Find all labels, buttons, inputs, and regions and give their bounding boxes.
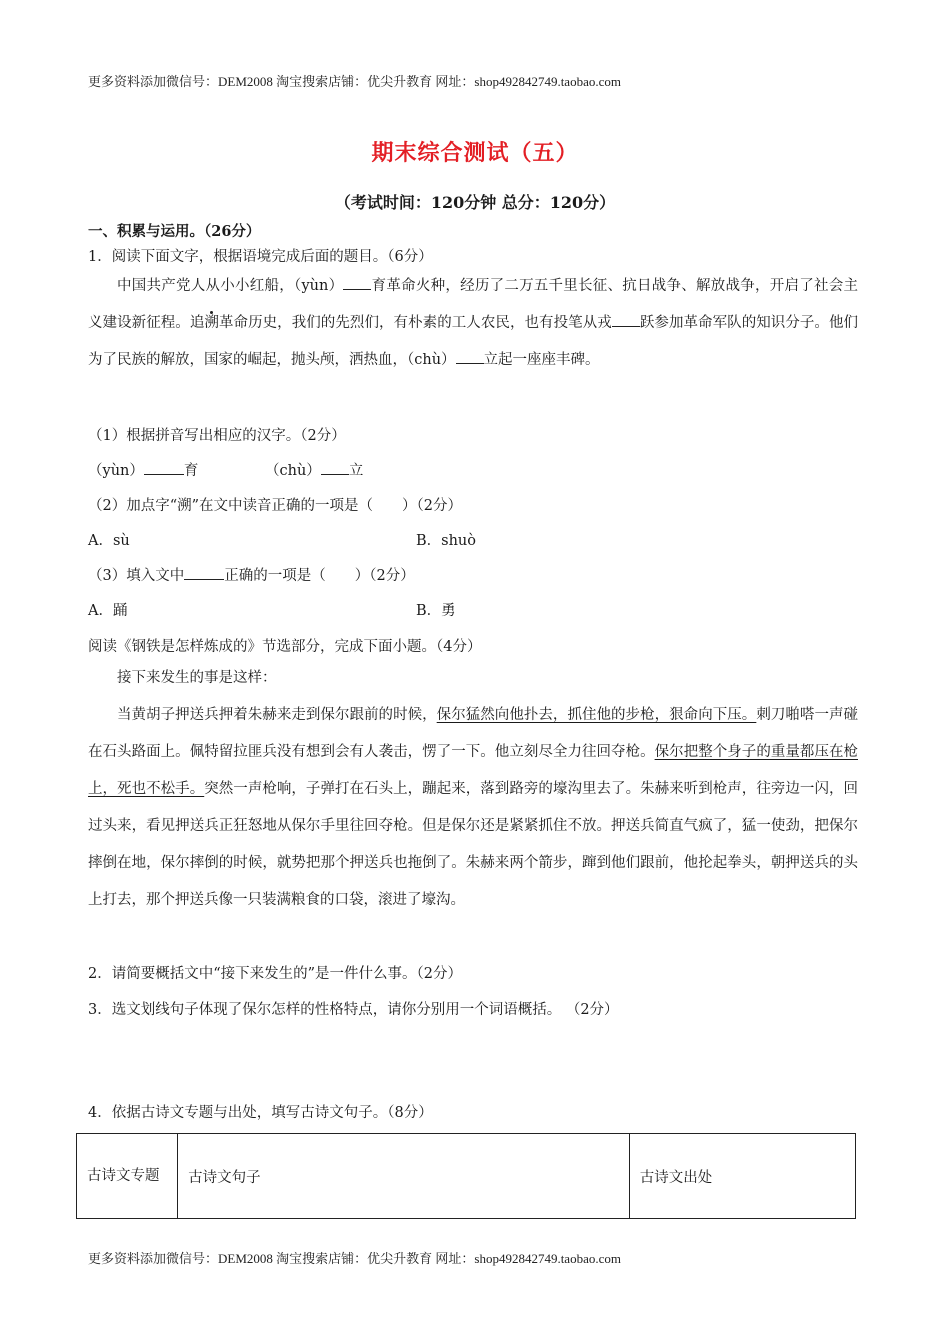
char-label: 育 — [183, 463, 199, 479]
sub-question-1-blank-a — [88, 459, 198, 480]
underlined-sentence: 保尔把整个身子的重量都压在枪上，死也不松手。 — [88, 744, 858, 797]
page-title: 期末综合测试（五） — [371, 140, 579, 166]
passage-text: 革命历史，我们的先烈们，有朴素的工人农民，也有投笔从戎 — [218, 315, 612, 331]
answer-blank — [612, 312, 640, 327]
passage-text: 突然一声枪响，子弹打在石头上，蹦起来，落到路旁的壕沟里去了。朱赫来听到枪声，往旁边一闪，回过头来，看见押送兵正狂怒地从保尔手里往回夺枪。但是保尔还是紧紧抓住不放。押送兵简直气疯了，猛一使劲，把保尔摔倒在地，保尔摔倒的时候，就势把那个押送兵也拖倒了。朱赫来两个箭步，蹿到他们跟前，他抡起拳头，朝押送兵的头上打去，那个押送兵像一只装满粮食的口袋，滚进了壕沟。 — [88, 781, 858, 908]
table-header-sentence: 古诗文句子 — [178, 1134, 630, 1219]
reading-intro: 阅读《钢铁是怎样炼成的》节选部分，完成下面小题。（4分） — [88, 639, 482, 655]
question-1-stem: 1．阅读下面文字，根据语境完成后面的题目。（6分） — [88, 249, 433, 265]
answer-blank — [184, 565, 224, 580]
question-4-stem: 4．依据古诗文专题与出处，填写古诗文句子。（8分） — [88, 1105, 433, 1121]
answer-blank — [144, 460, 184, 475]
poetry-table — [76, 1133, 856, 1219]
option-b: B．勇 — [416, 603, 456, 619]
reading-passage — [88, 660, 858, 919]
pinyin-label: （yùn） — [88, 463, 144, 479]
option-b: B．shuò — [416, 533, 477, 549]
option-a: A．sù — [88, 533, 130, 549]
exam-info: （考试时间：120分钟 总分：120分） — [334, 193, 616, 212]
question-2: 2．请简要概括文中“接下来发生的”是一件什么事。（2分） — [88, 966, 463, 982]
passage-text: 中国共产党人从小小红船，（yùn） — [117, 278, 344, 294]
passage-paragraph: 接下来发生的事是这样： — [117, 670, 277, 686]
question-3: 3．选文划线句子体现了保尔怎样的性格特点，请你分别用一个词语概括。 （2分） — [88, 1002, 619, 1018]
question-1-passage — [88, 268, 858, 379]
passage-text: 跃参加革命军队的知识分子。他们为了民族的解放，国家的崛起，抛头颅，洒热血，（chù） — [88, 315, 859, 368]
option-a: A．踊 — [88, 603, 128, 619]
section-heading: 一、积累与运用。（26分） — [88, 223, 261, 240]
table-header-topic: 古诗文专题 — [77, 1134, 178, 1219]
passage-text: 刺刀啪嗒一声碰在石头路面上。佩特留拉匪兵没有想到会有人袭击，愣了一下。他立刻尽全力往回夺枪。 — [88, 707, 859, 760]
passage-text: 立起一座座丰碑。 — [483, 352, 600, 368]
answer-blank — [456, 349, 484, 364]
pinyin-label: （chù） — [265, 463, 321, 479]
char-label: 立 — [348, 463, 364, 479]
table-row — [77, 1134, 856, 1219]
sub-question-3 — [88, 564, 415, 585]
passage-text: 育革命火种，经历了二万五千里长征、抗日战争、解放战争，开启了社会主义建设新征程。追 — [88, 278, 859, 331]
answer-blank — [321, 460, 349, 475]
sub-question-1-blank-b — [265, 459, 363, 480]
sub-question-1: （1）根据拼音写出相应的汉字。（2分） — [88, 428, 346, 444]
dotted-char: 溯 — [204, 315, 219, 331]
underlined-sentence: 保尔猛然向他扑去，抓住他的步枪，狠命向下压。 — [436, 707, 757, 723]
question-text: 正确的一项是（ ）（2分） — [224, 568, 415, 584]
page-header: 更多资料添加微信号：DEM2008 淘宝搜索店铺：优尖升教育 网址：shop492842749.taobao.com — [88, 74, 621, 89]
sub-question-2: （2）加点字“溯”在文中读音正确的一项是（ ）（2分） — [88, 498, 463, 514]
answer-blank — [343, 275, 371, 290]
passage-text: 当黄胡子押送兵押着朱赫来走到保尔跟前的时候， — [117, 707, 437, 723]
question-text: （3）填入文中 — [88, 568, 185, 584]
table-header-source: 古诗文出处 — [629, 1134, 855, 1219]
page-footer: 更多资料添加微信号：DEM2008 淘宝搜索店铺：优尖升教育 网址：shop492842749.taobao.com — [88, 1251, 621, 1266]
